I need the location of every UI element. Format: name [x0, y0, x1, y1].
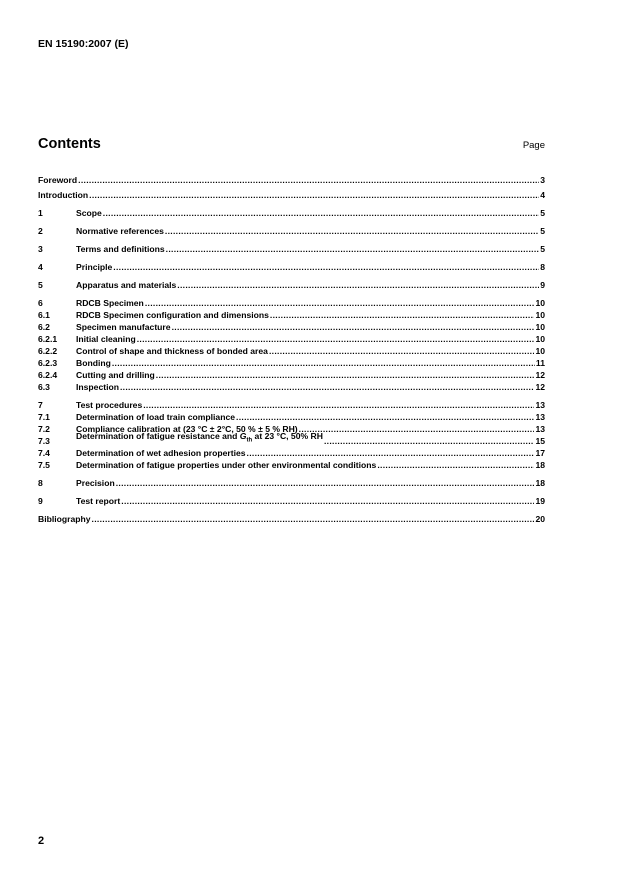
toc-entry-foreword[interactable] [38, 174, 545, 186]
toc-label: RDCB Specimen configuration and dimensions [76, 310, 269, 320]
toc-number: 7.4 [38, 448, 50, 458]
toc-entry-6-2-3[interactable] [38, 357, 545, 369]
toc-entry-6-2-4[interactable] [38, 369, 545, 381]
toc-label: Bibliography [38, 514, 91, 524]
toc-entry-6-2[interactable] [38, 321, 545, 333]
toc-label: Compliance calibration at (23 °C ± 2°C, 50 % ± 5 % RH) [76, 424, 298, 434]
toc-label: Initial cleaning [76, 334, 136, 344]
toc-page: 5 [540, 244, 545, 254]
toc-label: Normative references [76, 226, 164, 236]
toc-page: 19 [535, 496, 545, 506]
toc-page: 18 [535, 460, 545, 470]
toc-number: 7.3 [38, 436, 50, 446]
toc-label: Foreword [38, 175, 78, 185]
toc-page: 10 [535, 346, 545, 356]
toc-number: 6.2.2 [38, 346, 58, 356]
leader-dots [112, 357, 535, 369]
toc-page: 13 [535, 400, 545, 410]
toc-entry-9[interactable] [38, 495, 545, 507]
leader-dots [166, 243, 540, 255]
toc-entry-6[interactable] [38, 297, 545, 309]
toc-number: 9 [38, 496, 43, 506]
toc-number: 6.2.4 [38, 370, 58, 380]
toc-entry-7-3[interactable] [38, 431, 545, 447]
toc-page: 12 [535, 370, 545, 380]
toc-label: Test procedures [76, 400, 143, 410]
toc-entry-7[interactable] [38, 399, 545, 411]
page-column-label: Page [522, 140, 545, 151]
toc-page: 4 [540, 190, 545, 200]
leader-dots [113, 261, 539, 273]
toc-label: Principle [76, 262, 113, 272]
leader-dots [103, 207, 539, 219]
page-number: 2 [38, 835, 45, 847]
toc-number: 5 [38, 280, 43, 290]
toc-entry-6-1[interactable] [38, 309, 545, 321]
leader-dots [137, 333, 535, 345]
toc-entry-8[interactable] [38, 477, 545, 489]
toc-page: 17 [535, 448, 545, 458]
toc-entry-7-4[interactable] [38, 447, 545, 459]
toc-number: 7.5 [38, 460, 50, 470]
toc-entry-introduction[interactable] [38, 189, 545, 201]
toc-label: Determination of fatigue properties under other environmental conditions [76, 460, 377, 470]
toc-number: 3 [38, 244, 43, 254]
toc-entry-6-3[interactable] [38, 381, 545, 393]
toc-number: 6.2 [38, 322, 50, 332]
toc-label-symbol: G [239, 431, 247, 442]
toc-number: 6.3 [38, 382, 50, 392]
leader-dots [324, 435, 535, 447]
toc-label: Determination of load train compliance [76, 412, 236, 422]
toc-entry-bibliography[interactable] [38, 513, 545, 525]
toc-entry-4[interactable] [38, 261, 545, 273]
toc-page: 18 [535, 478, 545, 488]
toc-number: 6.2.3 [38, 358, 58, 368]
toc-page: 5 [540, 226, 545, 236]
toc-entry-2[interactable] [38, 225, 545, 237]
toc-label: Cutting and drilling [76, 370, 155, 380]
toc-label: Specimen manufacture [76, 322, 171, 332]
toc-page: 11 [535, 358, 545, 368]
toc-page: 12 [535, 382, 545, 392]
leader-dots [269, 345, 534, 357]
toc-number: 7 [38, 400, 43, 410]
toc-page: 13 [535, 412, 545, 422]
toc-entry-5[interactable] [38, 279, 545, 291]
toc-page: 3 [540, 175, 545, 185]
toc-number: 2 [38, 226, 43, 236]
toc-label: Introduction [38, 190, 89, 200]
toc-page: 10 [535, 298, 545, 308]
leader-dots [270, 309, 535, 321]
leader-dots [145, 297, 535, 309]
toc-label: Control of shape and thickness of bonded area [76, 346, 268, 356]
toc-entry-7-5[interactable] [38, 459, 545, 471]
toc-number: 6 [38, 298, 43, 308]
leader-dots [156, 369, 535, 381]
leader-dots [116, 477, 535, 489]
toc-number: 4 [38, 262, 43, 272]
toc-label: Scope [76, 208, 102, 218]
leader-dots [143, 399, 534, 411]
toc-entry-3[interactable] [38, 243, 545, 255]
toc-page: 5 [540, 208, 545, 218]
toc-number: 6.1 [38, 310, 50, 320]
toc-label: RDCB Specimen [76, 298, 144, 308]
toc-label: Terms and definitions [76, 244, 165, 254]
toc-number: 7.2 [38, 424, 50, 434]
toc-label: Apparatus and materials [76, 280, 177, 290]
toc-label-pre: Determination of fatigue resistance and [76, 431, 240, 442]
leader-dots [165, 225, 539, 237]
leader-dots [172, 321, 535, 333]
toc-page: 8 [540, 262, 545, 272]
toc-label [76, 430, 323, 447]
toc-entry-6-2-2[interactable] [38, 345, 545, 357]
toc-entry-6-2-1[interactable] [38, 333, 545, 345]
toc-label: Bonding [76, 358, 111, 368]
leader-dots [89, 189, 539, 201]
toc-label: Test report [76, 496, 121, 506]
leader-dots [92, 513, 535, 525]
toc-label: Determination of wet adhesion properties [76, 448, 246, 458]
leader-dots [299, 423, 535, 435]
toc-number: 7.1 [38, 412, 50, 422]
leader-dots [120, 381, 534, 393]
toc-entry-1[interactable] [38, 207, 545, 219]
toc-page: 13 [535, 424, 545, 434]
toc-label: Precision [76, 478, 115, 488]
toc-number: 8 [38, 478, 43, 488]
leader-dots [78, 174, 539, 186]
leader-dots [121, 495, 534, 507]
leader-dots [247, 447, 535, 459]
leader-dots [236, 411, 534, 423]
toc-entry-7-1[interactable] [38, 411, 545, 423]
table-of-contents [38, 174, 545, 525]
toc-page: 15 [535, 436, 545, 446]
document-id: EN 15190:2007 (E) [38, 38, 129, 50]
toc-page: 10 [535, 334, 545, 344]
toc-label: Inspection [76, 382, 119, 392]
toc-number: 6.2.1 [38, 334, 58, 344]
leader-dots [377, 459, 534, 471]
toc-label-post: at 23 °C, 50% RH [252, 431, 323, 442]
toc-page: 20 [535, 514, 545, 524]
toc-page: 9 [540, 280, 545, 290]
toc-label-subscript: th [246, 438, 253, 444]
leader-dots [177, 279, 539, 291]
contents-title: Contents [38, 136, 101, 152]
toc-page: 10 [535, 322, 545, 332]
toc-page: 10 [535, 310, 545, 320]
toc-number: 1 [38, 208, 43, 218]
